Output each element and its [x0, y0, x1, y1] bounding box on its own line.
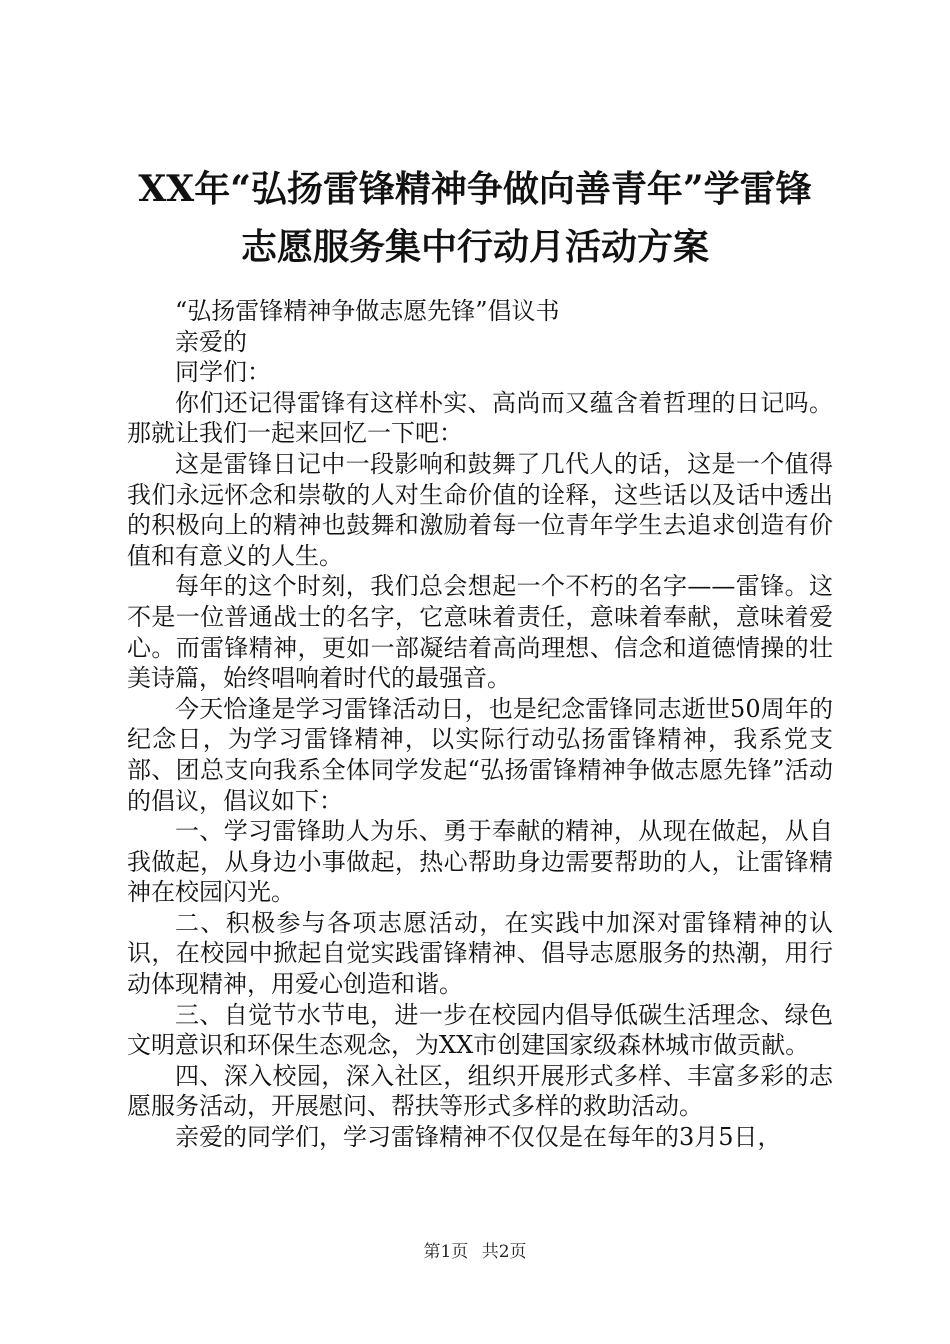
proposal-item-4: 四、深入校园，深入社区，组织开展形式多样、丰富多彩的志愿服务活动，开展慰问、帮扶等形式多样的救助活动。: [127, 1061, 833, 1121]
title-line-1: XX年“弘扬雷锋精神争做向善青年”学雷锋: [138, 168, 812, 210]
page-number-total: 共2页: [481, 1242, 527, 1262]
proposal-item-2: 二、积极参与各项志愿活动，在实践中加深对雷锋精神的认识，在校园中掀起自觉实践雷锋精神、倡导志愿服务的热潮，用行动体现精神，用爱心创造和谐。: [127, 908, 833, 999]
body-paragraph: 你们还记得雷锋有这样朴实、高尚而又蕴含着哲理的日记吗。那就让我们一起来回忆一下吧：: [127, 388, 833, 448]
title-line-2: 志愿服务集中行动月活动方案: [240, 226, 709, 268]
document-body: [127, 296, 833, 1153]
body-paragraph: 亲爱的同学们，学习雷锋精神不仅仅是在每年的3月5日，: [175, 1123, 782, 1152]
proposal-item-1: 一、学习雷锋助人为乐、勇于奉献的精神，从现在做起，从自我做起，从身边小事做起，热心帮助身边需要帮助的人，让雷锋精神在校园闪光。: [127, 817, 833, 907]
salutation-line-2: 同学们：: [175, 358, 271, 387]
body-paragraph: 今天恰逢是学习雷锋活动日，也是纪念雷锋同志逝世50周年的纪念日，为学习雷锋精神，以实际行动弘扬雷锋精神，我系党支部、团总支向我系全体同学发起“弘扬雷锋精神争做志愿先锋”活动的倡议，倡议如下：: [127, 694, 833, 815]
proposal-heading: “弘扬雷锋精神争做志愿先锋”倡议书: [175, 297, 560, 325]
page-footer: [0, 1241, 950, 1263]
salutation-line-1: 亲爱的: [175, 327, 247, 356]
page-number-current: 第1页: [423, 1242, 469, 1262]
body-paragraph: 每年的这个时刻，我们总会想起一个不朽的名字——雷锋。这不是一位普通战士的名字，它意味着责任，意味着奉献，意味着爱心。而雷锋精神，更如一部凝结着高尚理想、信念和道德情操的壮美诗篇，始终唱响着时代的最强音。: [127, 572, 833, 693]
document-title: [110, 160, 840, 276]
proposal-item-3: 三、自觉节水节电，进一步在校园内倡导低碳生活理念、绿色文明意识和环保生态观念，为XX市创建国家级森林城市做贡献。: [127, 1000, 833, 1060]
body-paragraph: 这是雷锋日记中一段影响和鼓舞了几代人的话，这是一个值得我们永远怀念和崇敬的人对生命价值的诠释，这些话以及话中透出的积极向上的精神也鼓舞和激励着每一位青年学生去追求创造有价值和有意义的人生。: [127, 449, 833, 570]
